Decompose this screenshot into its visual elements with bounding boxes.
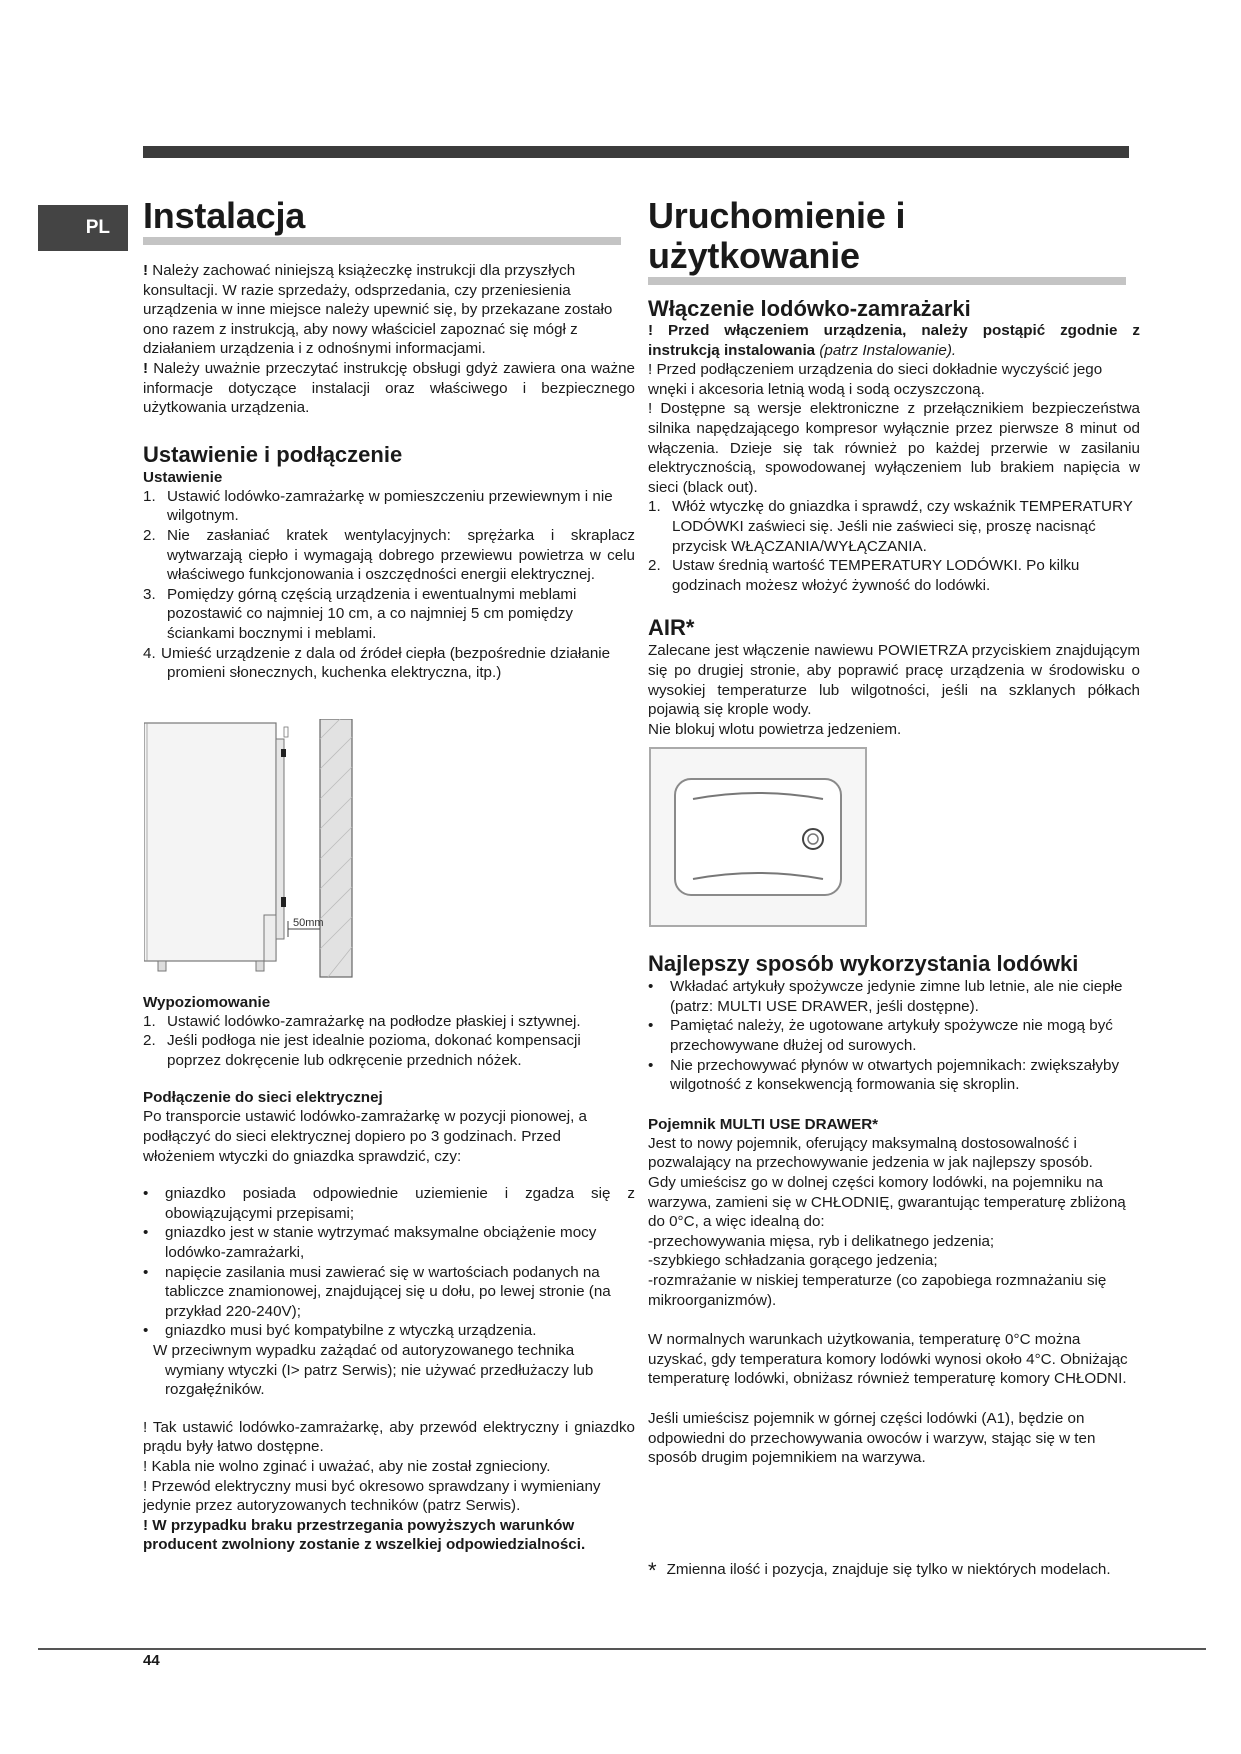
item-text: Jeśli podłoga nie jest idealnie pozioma, dokonać kompensacji poprzez dokręcenie lub odkręcenie przednich nóżek. (167, 1032, 581, 1069)
item-text: Ustawić lodówko-zamrażarkę na podłodze płaskiej i sztywnej. (167, 1012, 581, 1030)
item-text: Ustaw średnią wartość TEMPERATURY LODÓWKI. Po kilku godzinach możesz włożyć żywność do lodówki. (672, 557, 1080, 594)
air-text-2: Nie blokuj wlotu powietrza jedzeniem. (648, 720, 902, 738)
list-item: • napięcie zasilania musi zawierać się w wartościach podanych na tabliczce znamionowej, znajdującej się u dołu, po lewej stronie (na przykład 220-240V); (143, 1263, 611, 1320)
language-tab: PL (38, 205, 128, 251)
list-item (143, 585, 635, 644)
drawer-line: -szybkiego schładzania gorącego jedzenia; (648, 1252, 938, 1270)
subheading-positioning: Ustawienie (143, 468, 223, 486)
foot-front (256, 961, 264, 971)
footer-rule (38, 1648, 1206, 1650)
switch-on-clean: ! Przed podłączeniem urządzenia do sieci dokładnie wyczyścić jego wnęki i akcesoria letnią wodą i sodą oczyszczoną. (648, 361, 1103, 398)
heading-electric: Podłączenie do sieci elektrycznej (143, 1089, 383, 1107)
best-use-list (648, 977, 1140, 1095)
section-title-startup: Uruchomienie i użytkowanie (648, 196, 1126, 285)
fridge-body (144, 723, 276, 961)
footnote-star: * (648, 1558, 657, 1583)
intro-paragraph (143, 359, 635, 418)
item-text: Wkładać artykuły spożywcze jedynie zimne lub letnie, ale nie ciepłe (patrz: MULTI USE DRAWER, jeśli dostępne). (670, 978, 1123, 1015)
heading-positioning: Ustawienie i podłączenie (143, 441, 403, 467)
drawer-paragraph: W normalnych warunkach użytkowania, temperaturę 0°C można uzyskać, gdy temperatura komory lodówki wynosi około 4°C. Obniżając temperaturę lodówki, obniżasz również temperaturę komory CHŁODNI. (648, 1331, 1128, 1388)
final-warning: ! W przypadku braku przestrzegania powyższych warunków producent zwolniony zostanie z wszelkiej odpowiedzialności. (143, 1516, 586, 1554)
electric-warnings (143, 1418, 635, 1555)
item-text: Ustawić lodówko-zamrażarkę w pomieszczeniu przewiewnym i nie wilgotnym. (167, 487, 613, 525)
foot-rear (158, 961, 166, 971)
heading-drawer: Pojemnik MULTI USE DRAWER* (648, 1115, 879, 1133)
item-number: 1. (648, 498, 661, 516)
item-number: 1. (143, 487, 156, 505)
list-item: • Nie przechowywać płynów w otwartych pojemnikach: zwiększałyby wilgotność z konsekwencją formowania się skroplin. (648, 1056, 1120, 1094)
air-button-icon (803, 829, 823, 849)
item-number: 2. (143, 526, 156, 544)
list-item: • Pamiętać należy, że ugotowane artykuły spożywcze nie mogą być przechowywane dłużej od surowych. (648, 1017, 1113, 1055)
item-number: 4. (143, 644, 156, 662)
positioning-list (143, 487, 635, 683)
page-number: 44 (143, 1652, 160, 1669)
drawer-line: -rozmrażanie w niskiej temperaturze (co zapobiega rozmnażaniu się mikroorganizmów). (648, 1272, 1107, 1309)
intro-text-2: Należy uważnie przeczytać instrukcję obsługi gdyż zawiera ona ważne informacje dotyczące instalacji oraz właściwego i bezpiecznego użytkowania urządzenia. (143, 359, 635, 417)
drawer-line: Jest to nowy pojemnik, oferujący maksymalną dostosowalność i pozwalający na przechowywanie jedzenia w jak najlepszy sposób. (648, 1134, 1093, 1172)
installation-figure (144, 719, 364, 979)
fridge-door (276, 739, 284, 939)
item-number: 2. (143, 1032, 156, 1050)
right-column (648, 196, 1140, 1468)
list-item (143, 1031, 635, 1070)
exclamation-mark: ! (143, 262, 153, 279)
item-text: Pamiętać należy, że ugotowane artykuły spożywcze nie mogą być przechowywane dłużej od surowych. (670, 1017, 1113, 1055)
air-figure (649, 747, 867, 927)
leveling-list (143, 1012, 635, 1071)
warning: ! Kabla nie wolno zginać i uważać, aby nie został zgnieciony. (143, 1457, 551, 1475)
switch-on-steps (648, 497, 1140, 595)
electric-checklist (143, 1184, 635, 1341)
drawer-paragraph: Jeśli umieścisz pojemnik w górnej części lodówki (A1), będzie on odpowiedni do przechowywania owoców i warzyw, stając się w ten sposób drugim pojemnikiem na warzywa. (648, 1409, 1096, 1467)
electric-intro: Po transporcie ustawić lodówko-zamrażarkę w pozycji pionowej, a podłączyć do sieci elektrycznej dopiero po 3 godzinach. Przed włożeniem wtyczki do gniazdka sprawdzić, czy: (143, 1108, 588, 1165)
footnote (648, 1560, 1128, 1581)
item-text: Umieść urządzenie z dala od źródeł ciepła (bezpośrednie działanie promieni słonecznych, kuchenka elektryczna, itp.) (161, 644, 611, 682)
cross-reference: (patrz Instalowanie). (819, 341, 957, 359)
section-title-installation: Instalacja (143, 196, 621, 245)
item-text: gniazdko jest w stanie wytrzymać maksymalne obciążenie mocy lodówko-zamrażarki, (165, 1224, 597, 1262)
intro-text-1: Należy zachować niniejszą książeczkę instrukcji dla przyszłych konsultacji. W razie sprzedaży, odsprzedania, czy przeniesienia urządzenia w inne miejsce należy upewnić się, by przekazane zostało ono razem z instrukcją, aby nowy właściciel zapoznać się mógł z działaniem urządzenia i z odnośnymi informacjami. (143, 262, 613, 358)
list-item: • gniazdko jest w stanie wytrzymać maksymalne obciążenie mocy lodówko-zamrażarki, (143, 1224, 597, 1262)
item-text: Pomiędzy górną częścią urządzenia i ewentualnymi meblami pozostawić co najmniej 10 cm, a co najmniej 5 cm pomiędzy ściankami bocznymi i meblami. (167, 585, 577, 642)
air-text: Zalecane jest włączenie nawiewu POWIETRZA przyciskiem znajdującym się po drugiej stronie, aby poprawić pracę urządzenia w środowisku o wysokiej temperaturze lub wilgotności, jeśli na szklanych półkach pojawią się krople wody. (648, 642, 1140, 719)
warning: ! Przewód elektryczny musi być okresowo sprawdzany i wymieniany jedynie przez autoryzowanych techników (patrz Serwis). (143, 1477, 601, 1515)
heading-switch-on: Włączenie lodówko-zamrażarki (648, 296, 971, 321)
switch-on-versions: ! Dostępne są wersje elektroniczne z przełącznikiem bezpieczeństwa silnika napędzającego kompresor wyłącznie przez pierwsze 8 minut od włączenia. Dzieje się tak również po każdej przerwie w zasilaniu elektrycznością, spowodowanej wyłączeniem lub brakiem napięcia w sieci (black out). (648, 400, 1140, 496)
item-text: Nie zasłaniać kratek wentylacyjnych: sprężarka i skraplacz wytwarzają ciepło i wymagają dobrego przewiewu powietrza w celu właściwego funkcjonowania i oszczędności energii elektrycznej. (167, 526, 635, 584)
list-item (143, 487, 635, 526)
item-text: napięcie zasilania musi zawierać się w wartościach podanych na tabliczce znamionowej, znajdującej się u dołu, po lewej stronie (na przykład 220-240V); (165, 1263, 611, 1320)
exclamation-mark: ! (143, 359, 154, 377)
wall (320, 719, 352, 977)
heading-air: AIR* (648, 615, 695, 641)
list-item (143, 526, 635, 585)
air-panel-illustration (649, 747, 867, 927)
list-item (648, 556, 1140, 595)
item-text: Nie przechowywać płynów w otwartych pojemnikach: zwiększałyby wilgotność z konsekwencją formowania się skroplin. (670, 1056, 1120, 1094)
warning: ! Tak ustawić lodówko-zamrażarkę, aby przewód elektryczny i gniazdko prądu były łatwo dostępne. (143, 1418, 635, 1456)
item-text: gniazdko musi być kompatybilne z wtyczką urządzenia. (165, 1322, 537, 1340)
drawer-line: -przechowywania mięsa, ryb i delikatnego jedzenia; (648, 1232, 995, 1250)
drawer-line: Gdy umieścisz go w dolnej części komory lodówki, na pojemniku na warzywa, zamieni się w CHŁODNIĘ, gwarantując temperaturę zbliżoną do 0°C, a więc idealną do: (648, 1174, 1126, 1231)
fridge-wall-diagram (144, 719, 364, 979)
item-text: gniazdko posiada odpowiednie uziemienie i zgadza się z obowiązującymi przepisami; (165, 1185, 635, 1222)
intro (143, 261, 635, 418)
header-rule (143, 146, 1129, 158)
left-column (143, 196, 635, 1555)
list-item (648, 497, 1140, 556)
item-number: 2. (648, 557, 661, 575)
heading-best-use: Najlepszy sposób wykorzystania lodówki (648, 951, 1079, 977)
hinge-bottom (281, 897, 286, 907)
hinge-top (281, 749, 286, 757)
electric-otherwise: W przeciwnym wypadku zażądać od autoryzowanego technika wymiany wtyczki (I> patrz Serwis); nie używać przedłużaczy lub rozgałęźników. (153, 1342, 594, 1399)
item-number: 1. (143, 1012, 156, 1030)
dimension-label: 50mm (293, 916, 324, 929)
list-item: • gniazdko posiada odpowiednie uziemienie i zgadza się z obowiązującymi przepisami; (143, 1185, 635, 1222)
lead-text: ! Przed włączeniem urządzenia, należy postąpić zgodnie z instrukcją instalowania (648, 322, 1140, 359)
item-text: Włóż wtyczkę do gniazdka i sprawdź, czy wskaźnik TEMPERATURY LODÓWKI zaświeci się. Jeśli nie zaświeci się, proszę nacisnąć przycisk WŁĄCZANIA/WYŁĄCZANIA. (672, 498, 1133, 555)
list-item: • Wkładać artykuły spożywcze jedynie zimne lub letnie, ale nie ciepłe (patrz: MULTI USE DRAWER, jeśli dostępne). (648, 978, 1123, 1015)
list-item (143, 644, 635, 683)
switch-on-lead (648, 321, 1140, 360)
footnote-text: Zmienna ilość i pozycja, znajduje się tylko w niektórych modelach. (666, 1561, 1111, 1578)
intro-paragraph (143, 261, 635, 359)
list-item (143, 1012, 635, 1032)
heading-leveling: Wypoziomowanie (143, 993, 271, 1011)
list-item: • gniazdko musi być kompatybilne z wtyczką urządzenia. (143, 1322, 537, 1340)
item-number: 3. (143, 585, 156, 603)
